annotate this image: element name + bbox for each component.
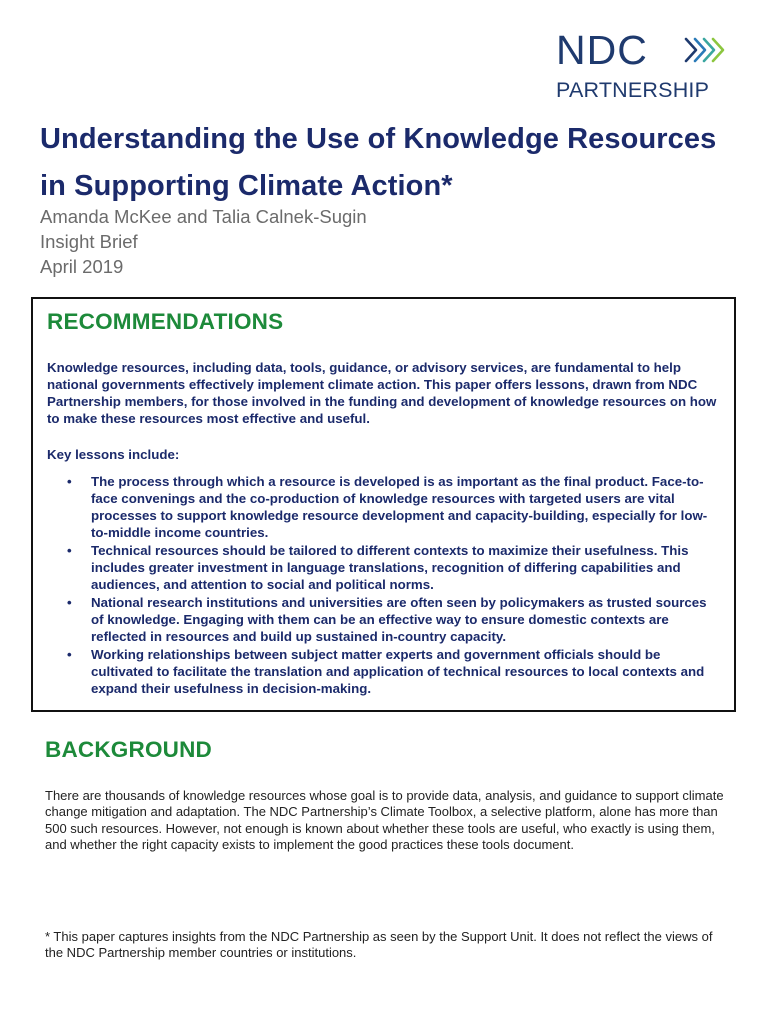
lesson-text: Technical resources should be tailored to different contexts to maximize their usefulness. This includes greater investment in language translations, recognition of differing capabilities and audiences, and attention to social and political norms. [91,543,689,592]
bullet: • [67,595,72,610]
background-heading: BACKGROUND [45,737,212,762]
lesson-text: National research institutions and universities are often seen by policymakers as trusted sources of knowledge. Engaging with them can be an effective way to ensure domestic contexts are reflected in resources and build up sustained in-country capacity. [91,595,707,644]
bullet: • [67,474,72,489]
list-item [47,646,719,697]
document-meta [40,204,367,279]
list-item [47,594,719,645]
lesson-text: The process through which a resource is developed is as important as the final product. Face-to-face convenings and the co-production of knowledge resources with targeted users are vital processes to support knowledge resource development and capacity-building, especially for low-to-middle income countries. [91,474,708,540]
footnote: * This paper captures insights from the NDC Partnership as seen by the Support Unit. It does not reflect the views of the NDC Partnership member countries or institutions. [45,929,713,961]
bullet: • [67,647,72,662]
recommendations-heading: RECOMMENDATIONS [47,309,284,334]
logo-partnership-text: PARTNERSHIP [556,78,710,102]
background-text: There are thousands of knowledge resources whose goal is to provide data, analysis, and guidance to support climate change mitigation and adaptation. The NDC Partnership’s Climate Toolbox, a selective platform, alone has more than 500 such resources. However, not enough is known about whether these tools are useful, who exactly is using them, and whether the right capacity exists to implement the good practices these tools document. [45,788,724,853]
recommendations-box [31,297,736,712]
key-lessons-label: Key lessons include: [47,447,180,462]
list-item [47,542,719,593]
chevrons-icon [683,34,725,66]
document-type: Insight Brief [40,231,138,252]
ndc-partnership-logo [556,27,731,105]
publication-date: April 2019 [40,256,124,277]
bullet: • [67,543,72,558]
chevron-1 [686,39,696,61]
key-lessons-list [47,473,719,698]
authors: Amanda McKee and Talia Calnek-Sugin [40,206,367,227]
logo-ndc-text: NDC [556,27,648,73]
list-item [47,473,719,541]
document-title: Understanding the Use of Knowledge Resources in Supporting Climate Action* [40,123,717,202]
lesson-text: Working relationships between subject matter experts and government officials should be cultivated to facilitate the translation and application of technical resources to local contexts and expand their usefulness in decision-making. [91,647,705,696]
recommendations-intro: Knowledge resources, including data, tools, guidance, or advisory services, are fundamental to help national governments effectively implement climate action. This paper offers lessons, drawn from NDC Partnership members, for those involved in the funding and development of knowledge resources on how to make these resources most effective and useful. [47,360,717,426]
